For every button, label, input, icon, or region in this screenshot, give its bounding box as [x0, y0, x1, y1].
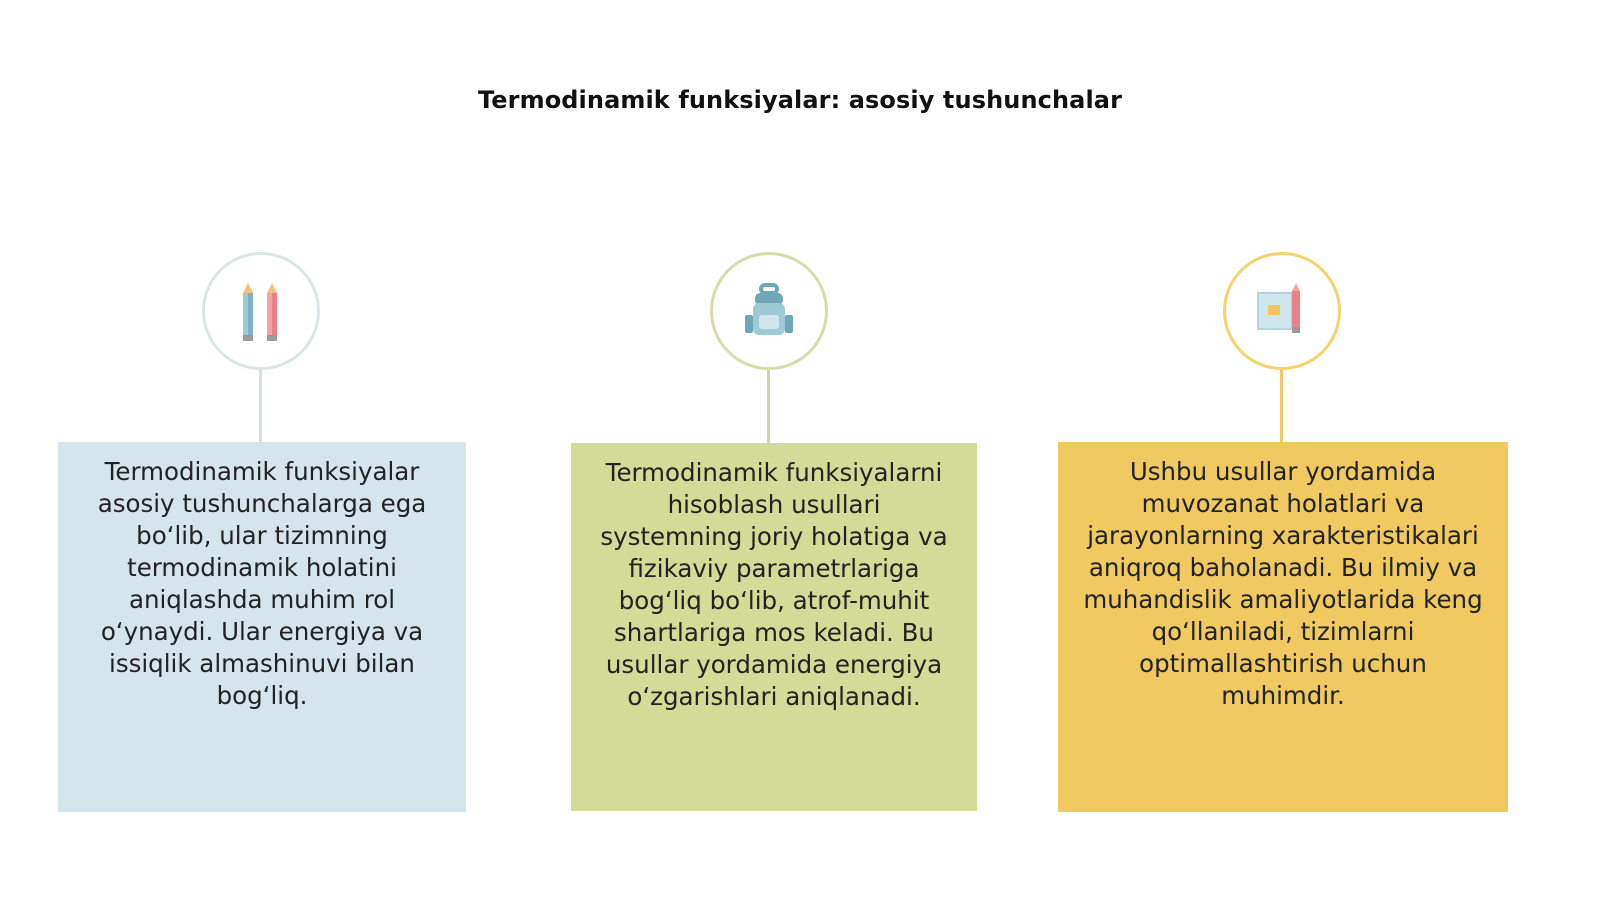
icon-circle-2	[710, 252, 828, 370]
concept-card-1-text: Termodinamik funksiyalar asosiy tushunchalarga ega bo‘lib, ular tizimning termodinamik holatini aniqlashda muhim rol o‘ynaydi. Ular energiya va issiqlik almashinuvi bilan bog‘liq.	[97, 457, 427, 710]
icon-circle-1	[202, 252, 320, 370]
icon-circle-3	[1223, 252, 1341, 370]
concept-card-2-text: Termodinamik funksiyalarni hisoblash usullari systemning joriy holatiga va fizikaviy parametrlariga bog‘liq bo‘lib, atrof-muhit shartlariga mos keladi. Bu usullar yordamida energiya o‘zgarishlari aniqlanadi.	[600, 458, 948, 711]
page-title: Termodinamik funksiyalar: asosiy tushunchalar	[477, 86, 1122, 114]
notebook-pencil-icon	[1252, 281, 1312, 341]
backpack-icon	[739, 281, 799, 341]
connector-line-3	[1280, 370, 1283, 442]
concept-card-1	[58, 442, 466, 812]
concept-card-3-text: Ushbu usullar yordamida muvozanat holatlari va jarayonlarning xarakteristikalari aniqroq baholanadi. Bu ilmiy va muhandislik amaliyotlarida keng qo‘llaniladi, tizimlarni optimallashtirish uchun muhimdir.	[1083, 457, 1483, 710]
connector-line-2	[767, 370, 770, 443]
concept-card-2	[571, 443, 977, 811]
connector-line-1	[259, 370, 262, 442]
pencils-icon	[233, 279, 289, 343]
concept-card-3	[1058, 442, 1508, 812]
